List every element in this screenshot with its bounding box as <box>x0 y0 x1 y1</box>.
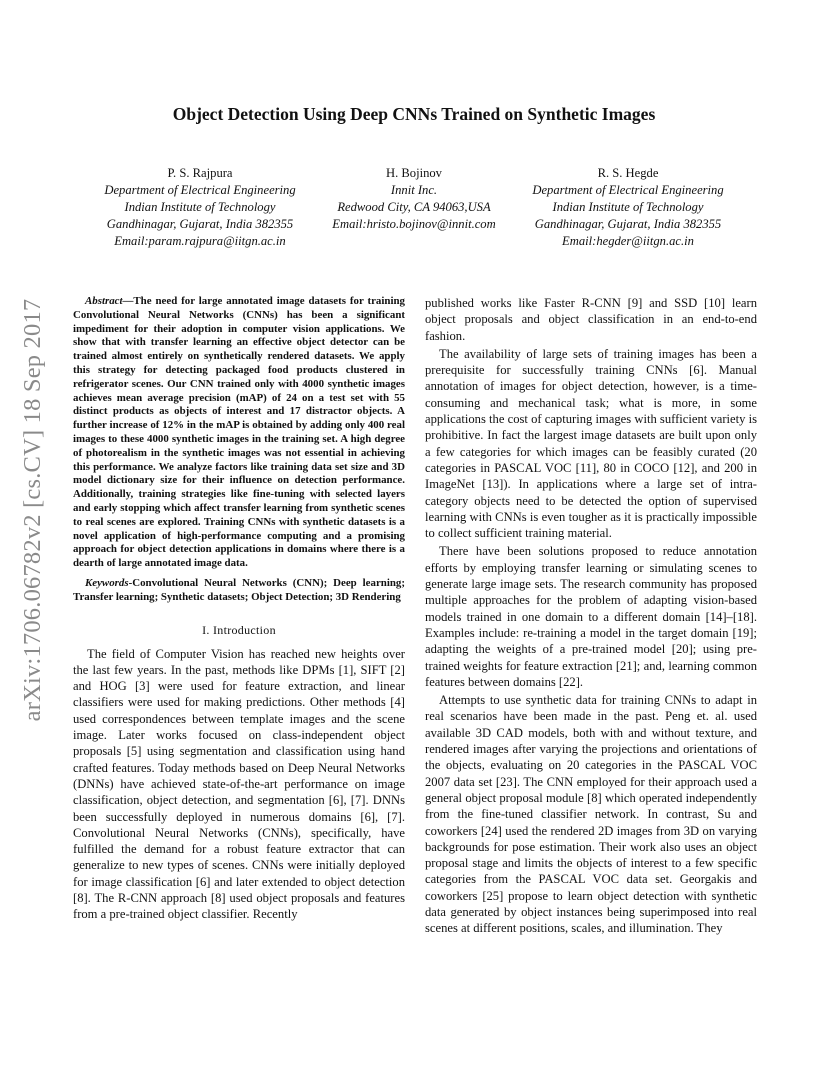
author-institution: Indian Institute of Technology <box>552 200 704 214</box>
author-address: Gandhinagar, Gujarat, India 382355 <box>106 217 294 231</box>
author-block-3 <box>513 165 743 250</box>
author-block-1 <box>85 165 315 250</box>
author-name: P. S. Rajpura <box>167 166 233 180</box>
arxiv-identifier: arXiv:1706.06782v2 [cs.CV] 18 Sep 2017 <box>19 298 46 722</box>
body-paragraph: There have been solutions proposed to reduce annotation efforts by employing transfer learning or simulating scenes to generate large image sets. The research community has proposed multiple approaches for the problem of adapting vision-based models trained in one domain to a different domain [14]–[18]. Examples include: re-training a model in the target domain [19]; adapting the weights of a pre-trained model [20]; using pre-trained weights for feature extraction [21]; and, learning common features between domains [22]. <box>425 544 757 689</box>
author-department: Innit Inc. <box>390 183 438 197</box>
author-name: H. Bojinov <box>386 166 442 180</box>
author-name: R. S. Hegde <box>597 166 659 180</box>
body-paragraph: Attempts to use synthetic data for training CNNs to adapt in real scenarios have been made in the past. Peng et. al. used available 3D CAD models, both with and without texture, and rendered images after varying the projections and orientations of the objects, evaluating on 20 categories in the PASCAL VOC 2007 data set [23]. The CNN employed for their approach used a general object proposal module [8] which operated independently from the fine-tuned classifier network. In contrast, Su and coworkers [24] used the rendered 2D images from 3D on varying backgrounds for pose estimation. Their work also uses an object proposal stage and limits the objects of interest to a few specific categories from the PASCAL VOC data set. Georgakis and coworkers [25] propose to learn object detection with synthetic data generated by object instances being superimposed into real scenes at different positions, scales, and illumination. They <box>425 693 757 936</box>
author-department: Department of Electrical Engineering <box>104 183 296 197</box>
body-paragraph: The availability of large sets of training images has been a prerequisite for successfully training CNNs [6]. Manual annotation of images for object detection, however, is a time-consuming and mechanical task; what is more, in some applications the cost of capturing images with sufficient variety is prohibitive. In fact the largest image datasets are built upon only a few categories for which images can be feasibly curated (20 categories in PASCAL VOC [11], 80 in COCO [12], and 200 in ImageNet [13]). In applications where a large set of intra-category objects need to be detected the option of supervised learning with CNNs is even tougher as it is practically impossible to collect sufficient training material. <box>425 346 757 541</box>
author-block-2 <box>299 165 529 233</box>
abstract-label: Abstract <box>85 295 123 307</box>
author-address: Email:hristo.bojinov@innit.com <box>332 217 496 231</box>
body-paragraph: The field of Computer Vision has reached new heights over the last few years. In the past, methods like DPMs [1], SIFT [2] and HOG [3] were used for feature extraction, and linear classifiers were used for making predictions. Other methods [4] used correspondences between template images and the scene image. Later works focused on class-independent object proposals [5] using segmentation and classification using hand crafted features. Today methods based on Deep Neural Networks (DNNs) have achieved state-of-the-art performance on image classification, object detection, and segmentation [6], [7]. DNNs been successfully deployed in numerous domains [6], [7]. Convolutional Neural Networks (CNNs), specifically, have fulfilled the demand for a robust feature extractor that can generalize to new types of scenes. CNNs were initially deployed for image classification [6] and later extended to object detection [8]. The R-CNN approach [8] used object proposals and features from a pre-trained object classifier. Recently <box>73 646 405 922</box>
author-email: Email:param.rajpura@iitgn.ac.in <box>114 234 286 248</box>
paper-title: Object Detection Using Deep CNNs Trained on Synthetic Images <box>172 104 656 124</box>
author-email: Email:hegder@iitgn.ac.in <box>562 234 694 248</box>
keywords-label: Keywords <box>85 576 129 589</box>
keywords <box>73 577 405 605</box>
abstract-text: —The need for large annotated image datasets for training Convolutional Neural Networks (CNNs) has been a significant impediment for their adoption in computer vision applications. We show that with transfer learning an effective object detector can be trained almost entirely on synthetically rendered datasets. We apply this strategy for detecting packaged food products clustered in refrigerator scenes. Our CNN trained only with 4000 synthetic images achieves mean average precision (mAP) of 24 on a test set with 55 distinct products as objects of interest and 17 distractor objects. A further increase of 12% in the mAP is obtained by adding only 400 real images to these 4000 synthetic images in the training set. A high degree of photorealism in the synthetic images was not essential in achieving this performance. We analyze factors like training data set size and 3D model dictionary size for their influence on detection performance. Additionally, training strategies like fine-tuning with selected layers and early stopping which affect transfer learning from synthetic scenes to real scenes are explored. Training CNNs with synthetic datasets is a novel application of high-performance computing and a promising approach for object detection applications in domains where there is a dearth of large annotated image data. <box>73 295 405 570</box>
body-paragraph: published works like Faster R-CNN [9] and SSD [10] learn object proposals and object classification in an end-to-end fashion. <box>425 296 757 343</box>
left-column <box>73 295 405 923</box>
keywords-text: -Convolutional Neural Networks (CNN); Deep learning; Transfer learning; Synthetic datasets; Object Detection; 3D Rendering <box>73 576 405 603</box>
author-institution: Indian Institute of Technology <box>124 200 276 214</box>
arxiv-stamp <box>8 285 58 735</box>
author-address: Gandhinagar, Gujarat, India 382355 <box>534 217 722 231</box>
right-column <box>425 295 757 937</box>
author-department: Department of Electrical Engineering <box>532 183 724 197</box>
author-institution: Redwood City, CA 94063,USA <box>337 200 491 214</box>
section-heading: I. Introduction <box>202 622 276 637</box>
abstract <box>73 295 405 571</box>
